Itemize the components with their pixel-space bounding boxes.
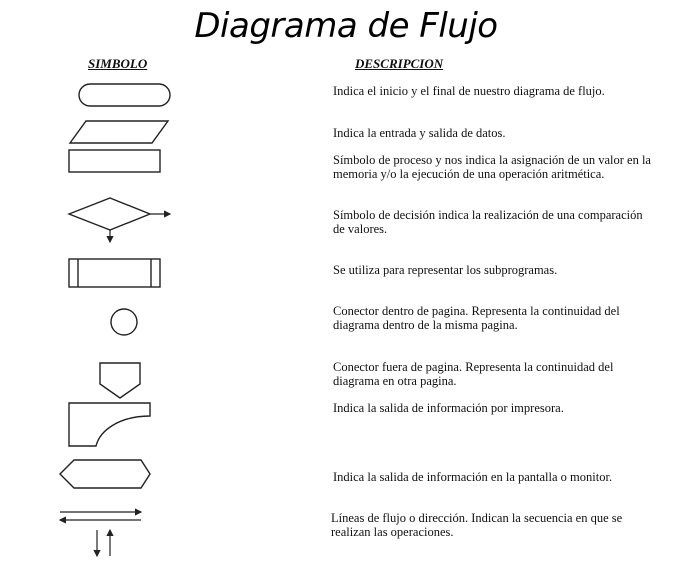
description-decision: Símbolo de decisión indica la realización de una comparación de valores. <box>333 208 643 236</box>
description-subprogram: Se utiliza para representar los subprogramas. <box>333 263 558 277</box>
description-offpage-connector: Conector fuera de pagina. Representa la continuidad del diagrama en otra pagina. <box>333 360 614 388</box>
offpage-connector-icon <box>100 363 140 398</box>
connector-circle-icon <box>111 309 137 335</box>
description-input-output: Indica la entrada y salida de datos. <box>333 126 506 140</box>
process-rectangle-icon <box>69 150 160 172</box>
description-column-header: DESCRIPCION <box>355 56 444 71</box>
description-connector: Conector dentro de pagina. Representa la continuidad del diagrama dentro de la misma pagina. <box>333 304 620 332</box>
description-process: Símbolo de proceso y nos indica la asignación de un valor en la memoria y/o la ejecución de una operación aritmética. <box>333 153 651 181</box>
printer-output-icon <box>69 403 150 446</box>
description-printer-output: Indica la salida de información por impresora. <box>333 401 564 415</box>
description-display-output: Indica la salida de información en la pantalla o monitor. <box>333 470 613 484</box>
symbol-column-header: SIMBOLO <box>88 56 148 71</box>
terminal-oval-icon <box>79 84 170 106</box>
description-terminal: Indica el inicio y el final de nuestro diagrama de flujo. <box>333 84 605 98</box>
flow-lines-icon <box>60 512 141 556</box>
description-flow-lines: Líneas de flujo o dirección. Indican la secuencia en que se realizan las operaciones. <box>331 511 623 539</box>
input-output-parallelogram-icon <box>70 121 168 143</box>
decision-diamond-icon <box>69 198 170 242</box>
display-output-icon <box>60 460 150 488</box>
subprogram-rectangle-icon <box>69 259 160 287</box>
page-title: Diagrama de Flujo <box>194 6 498 46</box>
